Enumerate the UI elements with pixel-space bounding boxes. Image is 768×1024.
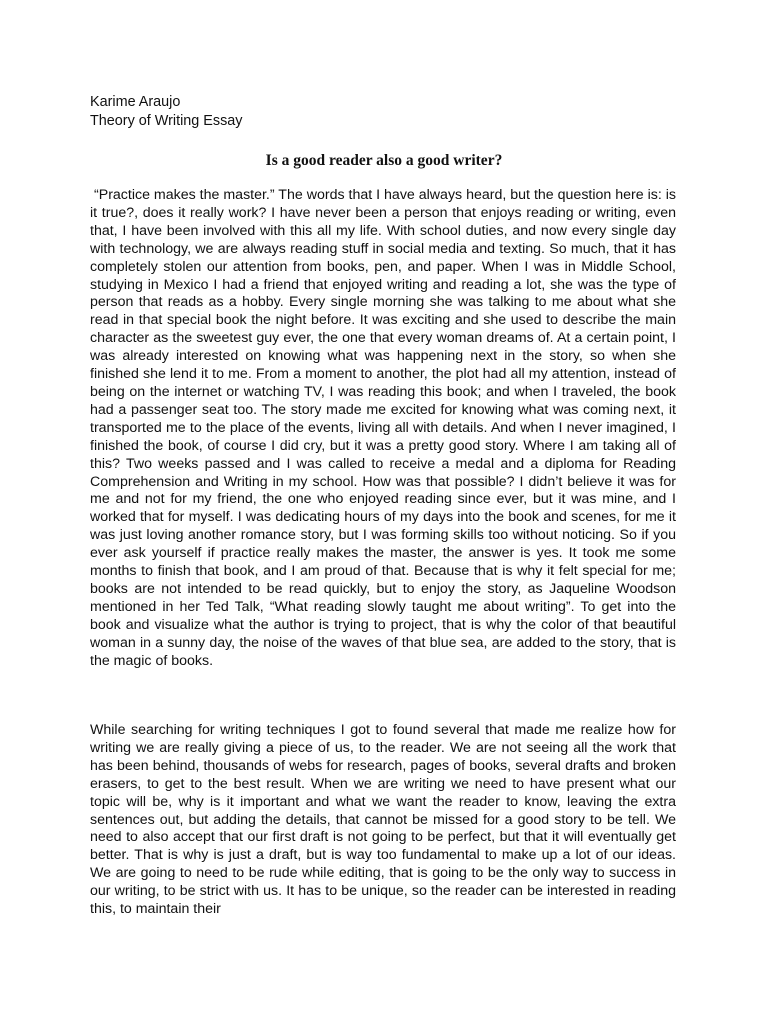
essay-course: Theory of Writing Essay (90, 113, 243, 129)
body-paragraph-1: “Practice makes the master.” The words that I have always heard, but the question here is: is it true?, does it really work? I have never been a person that enjoys reading or writing, even that, I have been involved with this all my life. With school duties, and now every single day with technology, we are always reading stuff in social media and texting. So much, that it has completely stolen our attention from books, pen, and paper. When I was in Middle School, studying in Mexico I had a friend that enjoyed writing and reading a lot, she was the type of person that reads as a hobby. Every single morning she was talking to me about what she read in that special book the night before. It was exciting and she used to describe the main character as the sweetest guy ever, the one that every woman dreams of. At a certain point, I was already interested on knowing what was happening next in the story, so when she finished she lend it to me. From a moment to another, the plot had all my attention, instead of being on the internet or watching TV, I was reading this book; and when I traveled, the book had a passenger seat too. The story made me excited for knowing what was coming next, it transported me to the place of the events, living all with details. And when I never imagined, I finished the book, of course I did cry, but it was a pretty good story. Where I am taking all of this? Two weeks passed and I was called to receive a medal and a diploma for Reading Comprehension and Writing in my school. How was that possible? I didn’t believe it was for me and not for my friend, the one who enjoyed reading since ever, but it was mine, and I worked that for myself. I was dedicating hours of my days into the book and scenes, for me it was just loving another romance story, but I was forming skills too without noticing. So if you ever ask yourself if practice really makes the master, the answer is yes. It took me some months to finish that book, and I am proud of that. Because that is why it felt special for me; books are not intended to be read quickly, but to enjoy the story, as Jaqueline Woodson mentioned in her Ted Talk, “What reading slowly taught me about writing”. To get into the book and visualize what the author is trying to project, that is why the color of that beautiful woman in a sunny day, the noise of the waves of that blue sea, are added to the story, that is the magic of books. (90, 187, 676, 669)
essay-title: Is a good reader also a good writer? (265, 152, 503, 169)
body-paragraph-2: While searching for writing techniques I got to found several that made me realize how for writing we are really giving a piece of us, to the reader. We are not seeing all the work that has been behind, thousands of webs for research, pages of books, several drafts and broken erasers, to get to the best result. When we are writing we need to have present what our topic will be, why is it important and what we want the reader to know, leaving the extra sentences out, but adding the details, that cannot be missed for a good story to be tell. We need to also accept that our first draft is not going to be perfect, but that it will eventually get better. That is why is just a draft, but is way too fundamental to make up a lot of our ideas. We are going to need to be rude while editing, that is going to be the only way to success in our writing, to be strict with us. It has to be unique, so the reader can be interested in reading this, to maintain their (90, 722, 676, 918)
author-name: Karime Araujo (90, 94, 181, 110)
essay-header (90, 93, 243, 131)
